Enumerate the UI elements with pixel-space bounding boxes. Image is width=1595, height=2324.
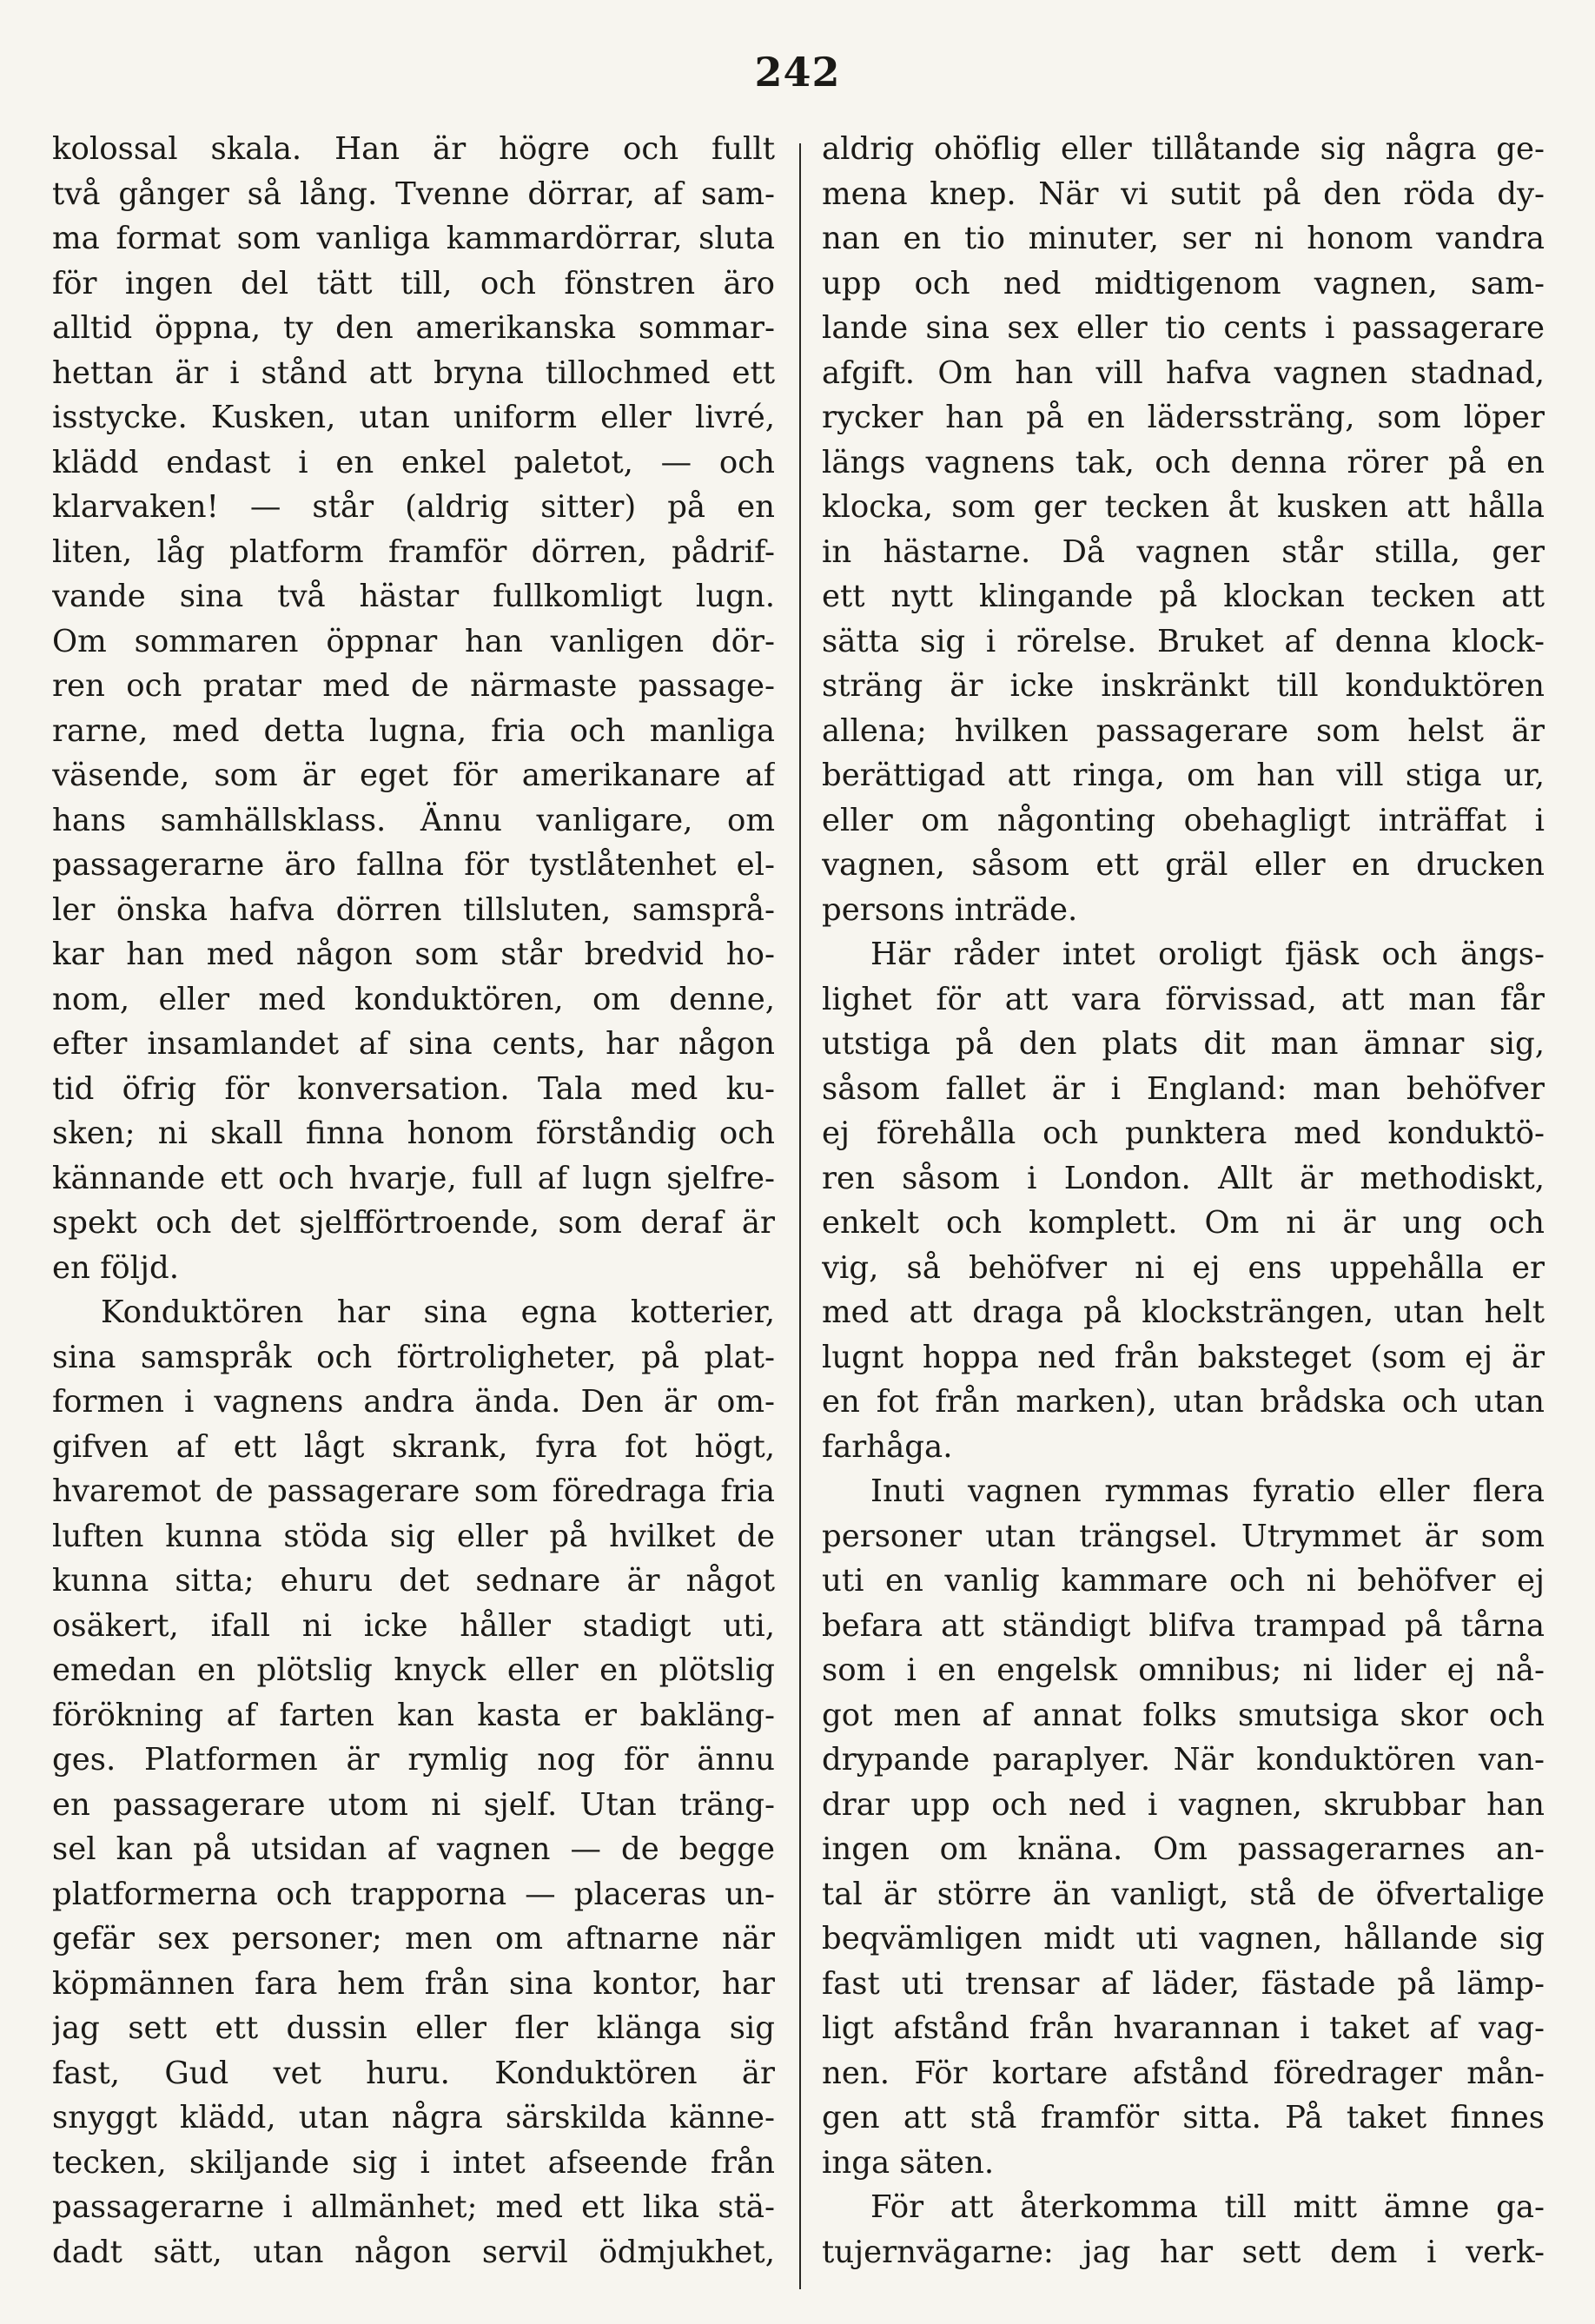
- text-line: sken; ni skall finna honom förståndig och: [52, 1116, 775, 1151]
- text-line: farhåga.: [822, 1428, 953, 1465]
- text-line: som i en engelsk omnibus; ni lider ej nå-: [822, 1652, 1545, 1688]
- text-line: efter insamlandet af sina cents, har någon: [52, 1026, 775, 1062]
- text-line: luften kunna stöda sig eller på hvilket de: [52, 1518, 775, 1554]
- text-line: formen i vagnens andra ända. Den är om-: [52, 1384, 775, 1420]
- text-line: berättigad att ringa, om han vill stiga ur,: [822, 758, 1545, 793]
- text-line: sträng är icke inskränkt till konduktören: [822, 668, 1545, 704]
- text-line: afgift. Om han vill hafva vagnen stadnad,: [822, 354, 1545, 391]
- text-line: persons inträde.: [822, 891, 1078, 928]
- text-line: kännande ett och hvarje, full af lugn sjelfre-: [52, 1160, 775, 1196]
- text-line: kolossal skala. Han är högre och fullt: [52, 131, 775, 167]
- text-line: inga säten.: [822, 2144, 995, 2181]
- text-line: gen att stå framför sitta. På taket finnes: [822, 2100, 1545, 2135]
- text-line: ler önska hafva dörren tillsluten, samsprå-: [52, 891, 775, 928]
- text-line: ma format som vanliga kammardörrar, sluta: [52, 221, 775, 256]
- text-line: köpmännen fara hem från sina kontor, har: [52, 1965, 775, 2002]
- text-line: en följd.: [52, 1249, 180, 1286]
- text-line: passagerarne i allmänhet; med ett lika stä-: [52, 2189, 775, 2225]
- text-line: Om sommaren öppnar han vanligen dör-: [52, 623, 775, 659]
- text-line: med att draga på klocksträngen, utan helt: [822, 1294, 1545, 1330]
- text-line: lighet för att vara förvissad, att man får: [822, 981, 1545, 1017]
- text-line: isstycke. Kusken, utan uniform eller livré,: [52, 400, 775, 435]
- text-line: vande sina två hästar fullkomligt lugn.: [52, 579, 775, 614]
- text-line: upp och ned midtigenom vagnen, sam-: [822, 265, 1545, 301]
- text-line: beqvämligen midt uti vagnen, hållande sig: [822, 1921, 1545, 1957]
- text-line: got men af annat folks smutsiga skor och: [822, 1697, 1545, 1733]
- text-line: befara att ständigt blifva trampad på tårna: [822, 1607, 1545, 1644]
- text-line: ges. Platformen är rymlig nog för ännu: [52, 1742, 775, 1778]
- text-line: tecken, skiljande sig i intet afseende från: [52, 2144, 775, 2181]
- text-line: hans samhällsklass. Ännu vanligare, om: [52, 802, 775, 838]
- text-line: drypande paraplyer. När konduktören van-: [822, 1742, 1545, 1778]
- text-line: Konduktören har sina egna kotterier,: [101, 1294, 775, 1330]
- text-line: eller om någonting obehagligt inträffat i: [822, 802, 1545, 838]
- text-line: fast, Gud vet huru. Konduktören är: [52, 2055, 775, 2091]
- text-line: sätta sig i rörelse. Bruket af denna klock-: [822, 623, 1545, 659]
- text-line: såsom fallet är i England: man behöfver: [822, 1070, 1545, 1107]
- text-line: passagerarne äro fallna för tystlåtenhet el-: [52, 847, 775, 883]
- text-line: rarne, med detta lugna, fria och manliga: [52, 712, 775, 749]
- text-line: nan en tio minuter, ser ni honom vandra: [822, 221, 1545, 256]
- text-line: enkelt och komplett. Om ni är ung och: [822, 1205, 1545, 1241]
- text-line: hettan är i stånd att bryna tillochmed ett: [52, 354, 775, 391]
- text-line: ligt afstånd från hvarannan i taket af vag-: [822, 2010, 1545, 2046]
- page-number: 242: [754, 49, 841, 96]
- text-line: jag sett ett dussin eller fler klänga sig: [52, 2010, 775, 2046]
- text-line: vagnen, såsom ett gräl eller en drucken: [822, 847, 1545, 883]
- text-line: aldrig ohöflig eller tillåtande sig några ge-: [822, 131, 1545, 167]
- text-line: uti en vanlig kammare och ni behöfver ej: [822, 1563, 1545, 1599]
- text-line: utstiga på den plats dit man ämnar sig,: [822, 1026, 1545, 1062]
- text-line: kunna sitta; ehuru det sednare är något: [52, 1563, 775, 1599]
- text-line: fast uti trensar af läder, fästade på lämp-: [822, 1965, 1545, 2002]
- text-line: sel kan på utsidan af vagnen — de begge: [52, 1831, 775, 1867]
- text-line: mena knep. När vi sutit på den röda dy-: [822, 175, 1545, 212]
- text-line: ren såsom i London. Allt är methodiskt,: [822, 1160, 1545, 1196]
- column-divider: [799, 143, 801, 2289]
- text-line: längs vagnens tak, och denna rörer på en: [822, 444, 1545, 480]
- text-line: tal är större än vanligt, stå de öfvertalige: [822, 1876, 1545, 1912]
- text-line: sina samspråk och förtroligheter, på plat-: [52, 1339, 775, 1375]
- text-line: en fot från marken), utan brådska och utan: [822, 1384, 1545, 1420]
- text-line: rycker han på en läderssträng, som löper: [822, 400, 1545, 435]
- text-line: snyggt klädd, utan några särskilda känne-: [52, 2100, 775, 2135]
- text-line: Inuti vagnen rymmas fyratio eller flera: [870, 1473, 1545, 1509]
- left-text-column: [52, 127, 775, 2274]
- text-line: emedan en plötslig knyck eller en plötslig: [52, 1652, 775, 1688]
- text-line: platformerna och trapporna — placeras un-: [52, 1876, 775, 1912]
- text-line: nom, eller med konduktören, om denne,: [52, 981, 775, 1017]
- text-line: klocka, som ger tecken åt kusken att hålla: [822, 489, 1545, 525]
- text-line: förökning af farten kan kasta er bakläng-: [52, 1697, 775, 1733]
- text-line: gifven af ett lågt skrank, fyra fot högt,: [52, 1428, 775, 1465]
- text-line: klädd endast i en enkel paletot, — och: [52, 444, 775, 480]
- text-line: För att återkomma till mitt ämne ga-: [870, 2189, 1545, 2225]
- text-line: Här råder intet oroligt fjäsk och ängs-: [870, 937, 1545, 972]
- text-line: kar han med någon som står bredvid ho-: [52, 937, 775, 972]
- text-line: tujernvägarne: jag har sett dem i verk-: [822, 2234, 1545, 2270]
- text-line: alltid öppna, ty den amerikanska sommar-: [52, 310, 775, 346]
- text-line: osäkert, ifall ni icke håller stadigt uti,: [52, 1607, 775, 1644]
- text-line: hvaremot de passagerare som föredraga fria: [52, 1473, 775, 1509]
- text-line: ingen om knäna. Om passagerarnes an-: [822, 1831, 1545, 1867]
- text-line: tid öfrig för konversation. Tala med ku-: [52, 1070, 775, 1107]
- text-line: väsende, som är eget för amerikanare af: [52, 758, 775, 793]
- text-line: ren och pratar med de närmaste passage-: [52, 668, 775, 704]
- text-line: allena; hvilken passagerare som helst är: [822, 712, 1545, 749]
- text-line: personer utan trängsel. Utrymmet är som: [822, 1518, 1545, 1554]
- text-line: spekt och det sjelfförtroende, som deraf är: [52, 1205, 775, 1241]
- text-line: ej förehålla och punktera med konduktö-: [822, 1116, 1545, 1151]
- text-line: in hästarne. Då vagnen står stilla, ger: [822, 533, 1545, 570]
- text-line: lande sina sex eller tio cents i passagerare: [822, 310, 1545, 346]
- text-line: drar upp och ned i vagnen, skrubbar han: [822, 1786, 1545, 1823]
- text-line: liten, låg platform framför dörren, pådrif-: [52, 533, 775, 570]
- text-line: två gånger så lång. Tvenne dörrar, af sam-: [52, 175, 775, 212]
- text-line: för ingen del tätt till, och fönstren äro: [52, 265, 775, 301]
- text-line: dadt sätt, utan någon servil ödmjukhet,: [52, 2234, 775, 2270]
- text-line: en passagerare utom ni sjelf. Utan träng-: [52, 1786, 775, 1823]
- text-line: gefär sex personer; men om aftnarne när: [52, 1921, 775, 1957]
- text-line: vig, så behöfver ni ej ens uppehålla er: [822, 1249, 1545, 1286]
- right-text-column: [822, 127, 1545, 2274]
- text-line: nen. För kortare afstånd föredrager mån-: [822, 2055, 1545, 2091]
- text-line: klarvaken! — står (aldrig sitter) på en: [52, 489, 775, 525]
- text-line: lugnt hoppa ned från baksteget (som ej är: [822, 1339, 1545, 1375]
- text-line: ett nytt klingande på klockan tecken att: [822, 579, 1545, 614]
